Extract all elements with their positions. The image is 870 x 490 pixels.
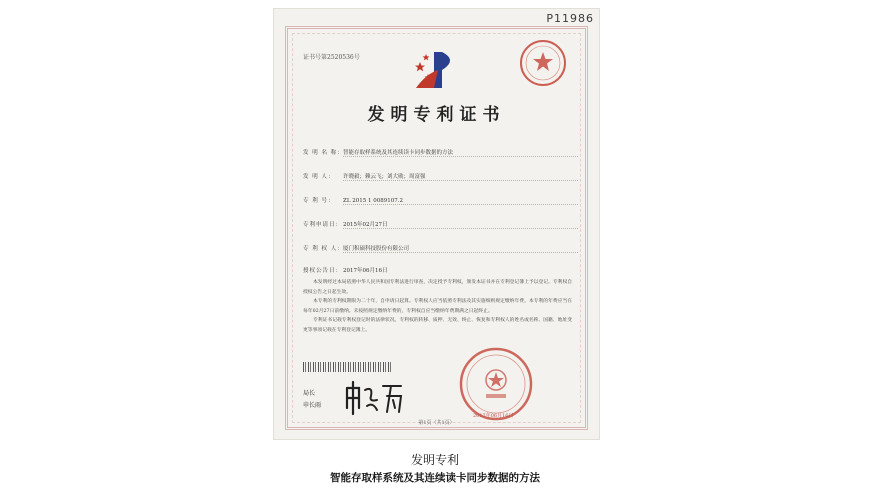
handwritten-note: P11986: [546, 12, 594, 25]
patent-certificate-image: [273, 8, 600, 440]
field-patentee: 专 利 权 人：厦门积硕科技股份有限公司: [303, 246, 410, 252]
field-grant-date: 授权公告日：2017年06月16日: [303, 268, 388, 274]
small-red-seal-icon: [518, 38, 568, 88]
red-official-seal-icon: [458, 346, 534, 422]
certificate-title: 发明专利证书: [367, 105, 506, 125]
seal-date: 2017年06月16日: [473, 413, 514, 419]
patent-office-logo-icon: [412, 48, 460, 92]
body-paragraph: 专利证书记载专利权登记时的法律状况。专利权的转移、质押、无效、终止、恢复和专利权人的姓名或名称、国籍、地址变更等事项记载在专利登记簿上。: [303, 318, 573, 333]
page-number: 第1页（共1页）: [418, 420, 455, 426]
field-application-date: 专利申请日：2015年02月27日: [303, 222, 388, 228]
caption-title: 发明专利: [410, 453, 459, 467]
handwritten-signature-icon: [343, 378, 405, 418]
body-paragraph: 本发明经过本局依照中华人民共和国专利法进行审查，决定授予专利权，颁发本证书并在专利登记簿上予以登记。专利权自授权公告之日起生效。: [303, 280, 573, 295]
bureau-chief-name: 申长雨: [303, 402, 322, 409]
bureau-chief-block: [303, 388, 321, 412]
body-paragraph: 本专利的专利权期限为二十年，自申请日起算。专利权人应当依照专利法及其实施细则规定缴纳年费。本专利的年费应当在每年02月27日前缴纳。未按照规定缴纳年费的，专利权自应当缴纳年费期满之日起终止。: [303, 299, 573, 314]
bureau-chief-label: 局长: [303, 390, 316, 397]
caption-subtitle: 智能存取样系统及其连续读卡同步数据的方法: [330, 472, 540, 484]
field-patent-number: 专 利 号： ZL 2015 1 0089107.2: [303, 198, 403, 204]
field-inventors: 发 明 人： 许晓毅；赖云飞；刘大勋；周富强: [303, 174, 426, 180]
barcode: [303, 362, 391, 372]
field-invention-name: 发 明 名 称：智能存取样系统及其连续读卡同步数据的方法: [303, 150, 454, 156]
certificate-body-text: [303, 278, 576, 336]
certificate-number: 证书号第2520536号: [303, 54, 360, 61]
